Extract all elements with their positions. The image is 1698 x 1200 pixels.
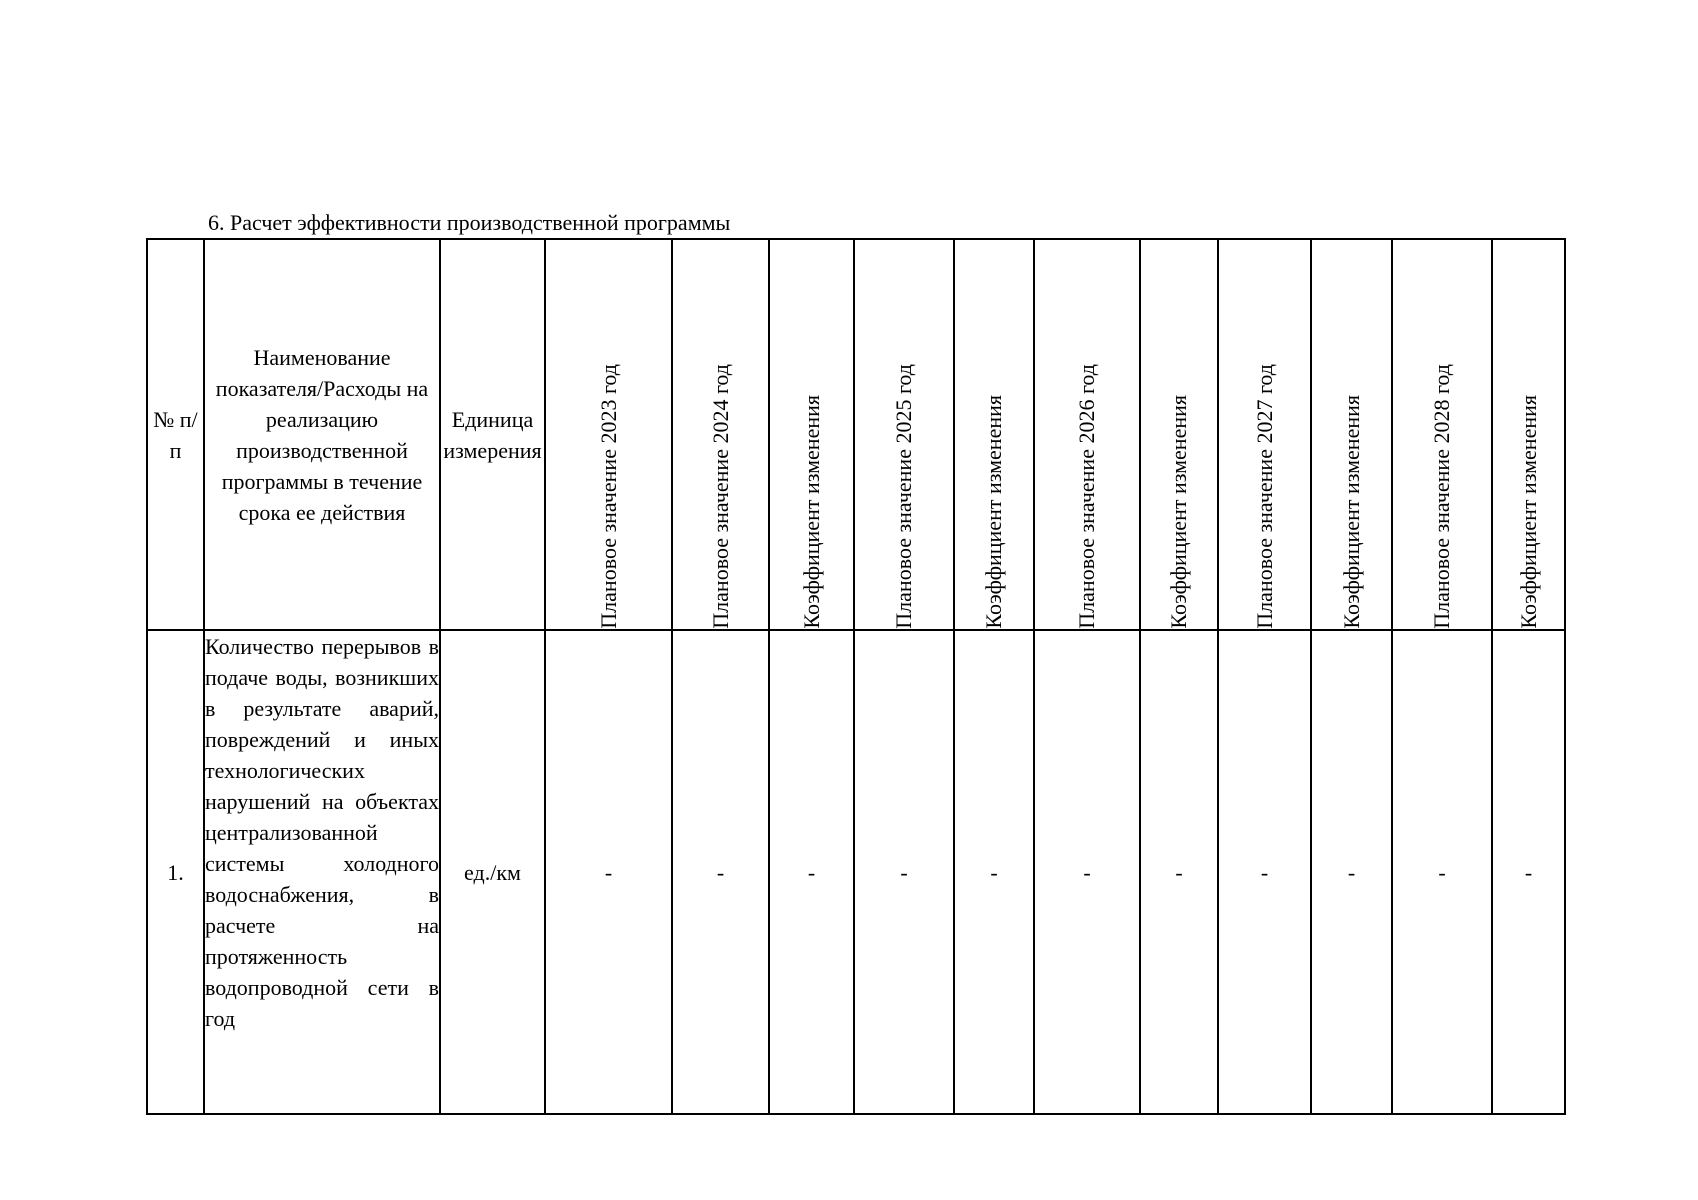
header-plan-2025-label: Плановое значение 2025 год: [891, 364, 916, 629]
header-unit: Единица измерения: [440, 239, 545, 630]
header-coef-2024-label: Коэффициент изменения: [798, 395, 824, 629]
header-coef-2027: [1311, 239, 1392, 630]
header-coef-2028-label: Коэффициент изменения: [1515, 395, 1541, 629]
header-plan-2024-label: Плановое значение 2024 год: [707, 364, 733, 629]
value-plan-2025: -: [854, 630, 954, 1114]
row-indicator-name-text: Количество перерывов в подаче воды, возникших в результате аварий, повреждений и иных технологических нарушений на объектах централизованной системы холодного водоснабжения, в расчете на протяженность водопроводной сети в год: [205, 634, 439, 1031]
header-plan-2023: [545, 239, 672, 630]
row-unit: ед./км: [440, 630, 545, 1114]
header-plan-2024: [672, 239, 769, 630]
header-plan-2026: [1034, 239, 1140, 630]
header-coef-2024: [769, 239, 854, 630]
header-coef-2026-label: Коэффициент изменения: [1166, 395, 1191, 629]
header-plan-2023-label: Плановое значение 2023 год: [595, 364, 621, 629]
value-plan-2027: -: [1218, 630, 1311, 1114]
header-coef-2025: [954, 239, 1034, 630]
header-plan-2027-label: Плановое значение 2027 год: [1251, 364, 1277, 629]
value-plan-2028: -: [1392, 630, 1492, 1114]
value-coef-2027: -: [1311, 630, 1392, 1114]
table-row: [147, 630, 1565, 1114]
header-plan-2028-label: Плановое значение 2028 год: [1429, 364, 1454, 629]
value-coef-2028: -: [1492, 630, 1565, 1114]
value-coef-2026: -: [1140, 630, 1218, 1114]
section-title: 6. Расчет эффективности производственной программы: [208, 210, 731, 235]
header-plan-2026-label: Плановое значение 2026 год: [1074, 364, 1099, 629]
row-indicator-name: [204, 630, 440, 1114]
header-num: № п/п: [147, 239, 204, 630]
value-coef-2025: -: [954, 630, 1034, 1114]
efficiency-table: [146, 238, 1566, 1115]
row-num: 1.: [147, 630, 204, 1114]
value-coef-2024: -: [769, 630, 854, 1114]
header-plan-2028: [1392, 239, 1492, 630]
header-plan-2025: [854, 239, 954, 630]
value-plan-2024: -: [672, 630, 769, 1114]
header-coef-2026: [1140, 239, 1218, 630]
header-coef-2028: [1492, 239, 1565, 630]
header-coef-2027-label: Коэффициент изменения: [1338, 395, 1364, 629]
value-plan-2023: -: [545, 630, 672, 1114]
value-plan-2026: -: [1034, 630, 1140, 1114]
header-plan-2027: [1218, 239, 1311, 630]
header-coef-2025-label: Коэффициент изменения: [981, 395, 1006, 629]
header-row: [147, 239, 1565, 630]
header-indicator-name: Наименование показателя/Расходы на реализацию производственной программы в течение срока ее действия: [204, 239, 440, 630]
